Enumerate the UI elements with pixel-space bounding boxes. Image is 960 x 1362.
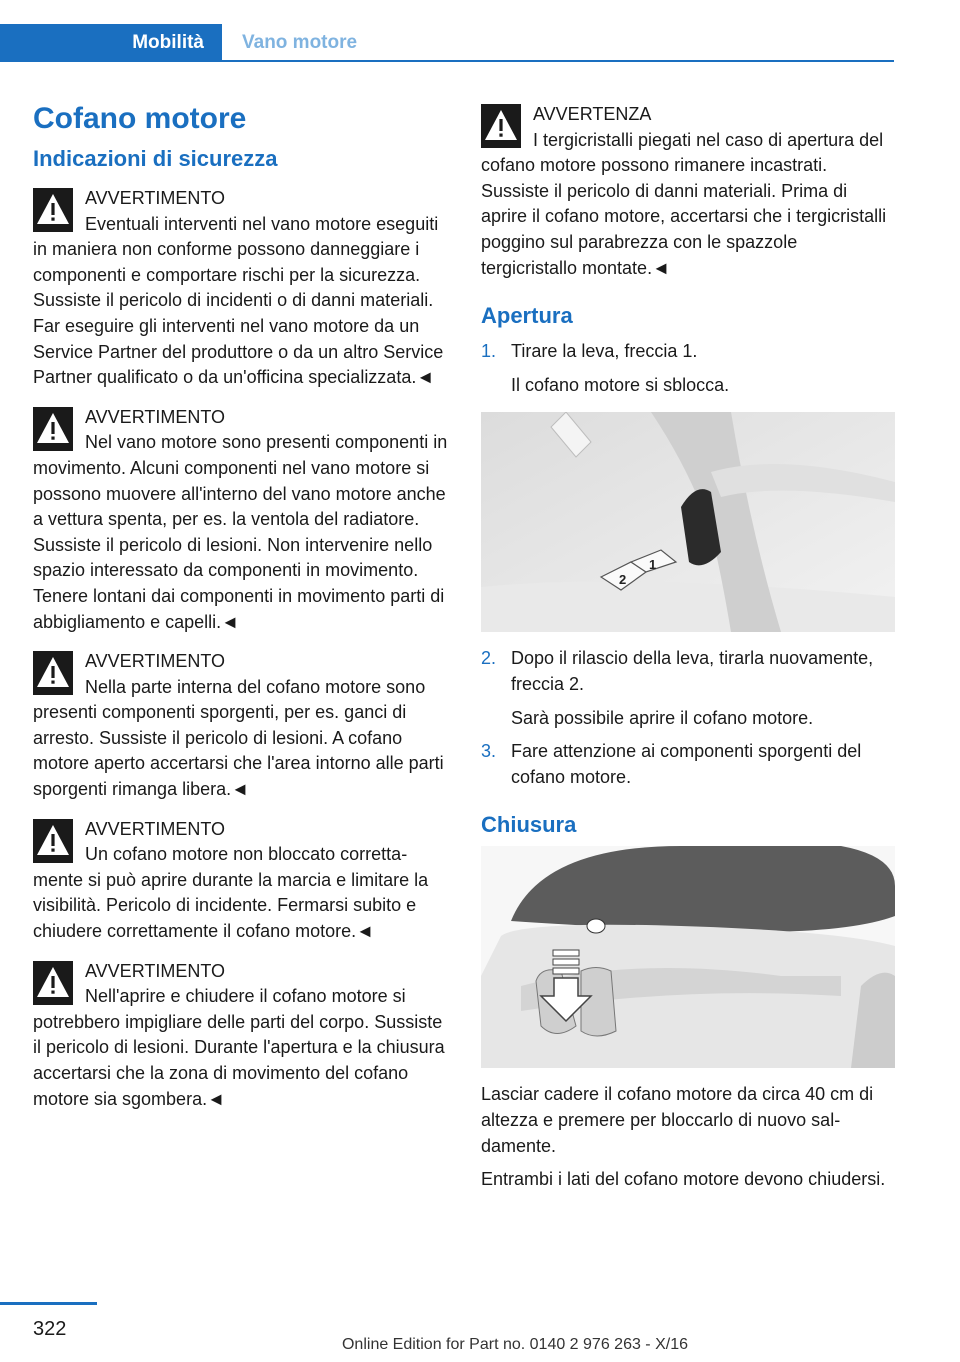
hood-release-figure (481, 412, 895, 632)
arrow-label-2: 2 (619, 572, 627, 588)
step-number: 2. (481, 648, 497, 669)
warning-text: Nella parte interna del cofano motore sono presenti componenti sporgenti, per es. ganci di arresto. Sussiste il pericolo di lesioni. A cofano motore aperto accertarsi che l'area intorno alle parti sporgenti rimanga libera.◄ (33, 676, 444, 800)
page-header (0, 0, 960, 62)
warning-block (33, 649, 448, 803)
hood-closing-figure (481, 846, 895, 1068)
header-rule (222, 60, 894, 62)
step-item (481, 646, 896, 731)
warning-text: Un cofano motore non bloccato correttamente si può aprire durante la marcia e limitare la visibilità. Pericolo di incidente. Fermarsi subito e chiudere correttamente il cofano motore.◄ (33, 844, 429, 942)
step-text: Fare attenzione ai componenti sporgenti del cofano motore. (511, 741, 862, 787)
warning-text: Nell'aprire e chiudere il cofano motore si potrebbero impigliare delle parti del corpo. Sussiste il pericolo di lesioni. Durante l'apertura e la chiusura accertarsi che la zona di movimento del cofano motore sia sgombera.◄ (33, 986, 445, 1109)
arrow-label-1: 1 (649, 557, 657, 573)
step-text: Tirare la leva, freccia 1. (511, 341, 698, 362)
closing-title: Chiusura (481, 812, 577, 838)
hood-closing-illustration (481, 846, 895, 1068)
section-label: Vano motore (242, 32, 358, 53)
step-result: Sarà possibile aprire il cofano motore. (511, 707, 814, 728)
step-number: 3. (481, 741, 497, 762)
warning-title: AVVERTENZA (533, 104, 652, 124)
left-column (33, 96, 448, 1126)
right-column (481, 102, 896, 1193)
opening-steps-continued (481, 646, 896, 790)
step-item (481, 339, 896, 398)
footer-rule (0, 1302, 97, 1305)
warning-text: Nel vano motore sono presenti componenti in movimento. Alcuni componenti nel vano motore si possono muovere all'interno del vano motore anche a vettura spenta, per es. la ventola del radiatore. Sussiste il pericolo di lesioni. Non intervenire nello spazio interessato da componenti in movimento. Tenere lontani dai componenti in movimento parti di abbigliamento e capelli.◄ (33, 432, 448, 632)
warning-triangle-icon (33, 961, 73, 1005)
closing-paragraph-1: Lasciar cadere il cofano motore da circa 40 cm di altezza e premere per bloccarlo di nuovo saldamente. (481, 1084, 874, 1156)
warning-title: AVVERTIMENTO (85, 188, 226, 208)
warning-block (33, 186, 448, 391)
step-number: 1. (481, 341, 497, 362)
chapter-tab: Mobilità (0, 24, 222, 62)
step-item (481, 739, 896, 790)
warning-triangle-icon (33, 819, 73, 863)
closing-paragraph-2: Entrambi i lati del cofano motore devono chiudersi. (481, 1169, 886, 1190)
safety-subtitle: Indicazioni di sicurezza (33, 146, 278, 171)
page-title: Cofano motore (33, 102, 247, 135)
page-number: 322 (33, 1318, 67, 1340)
warning-block (33, 817, 448, 945)
step-result: Il cofano motore si sblocca. (511, 374, 730, 395)
warning-triangle-icon (33, 407, 73, 451)
warning-text: Eventuali interventi nel vano motore eseguiti in maniera non conforme possono danneggiare i componenti e comportare rischi per la sicurezza. Sussiste il pericolo di incidenti o di danni materiali. Far eseguire gli interventi nel vano motore da un Service Partner del produttore o da un altro Service Partner qualificato o da un'officina specializzata.◄ (33, 213, 444, 388)
step-text: Dopo il rilascio della leva, tirarla nuovamente, freccia 2. (511, 648, 874, 694)
opening-title: Apertura (481, 303, 573, 329)
warning-triangle-icon (33, 188, 73, 232)
opening-steps (481, 339, 896, 398)
warning-title: AVVERTIMENTO (85, 406, 226, 427)
hood-release-illustration (481, 412, 895, 632)
warning-title: AVVERTIMENTO (85, 960, 226, 981)
warning-triangle-icon (33, 651, 73, 695)
warning-block (33, 405, 448, 635)
warning-title: AVVERTIMENTO (85, 651, 226, 672)
warning-block (481, 102, 896, 281)
edition-note: Online Edition for Part no. 0140 2 976 263 - X/16 (341, 1336, 688, 1353)
warning-triangle-icon (481, 104, 521, 148)
warning-block (33, 959, 448, 1113)
warning-title: AVVERTIMENTO (85, 818, 226, 839)
warning-text: I tergicristalli piegati nel caso di apertura del cofano motore possono rimanere incastrati. Sussiste il pericolo di danni materiali. Prima di aprire il cofano motore, accertarsi che i tergicristalli poggino sul parabrezza con le spazzole tergicristallo montate.◄ (481, 129, 887, 278)
